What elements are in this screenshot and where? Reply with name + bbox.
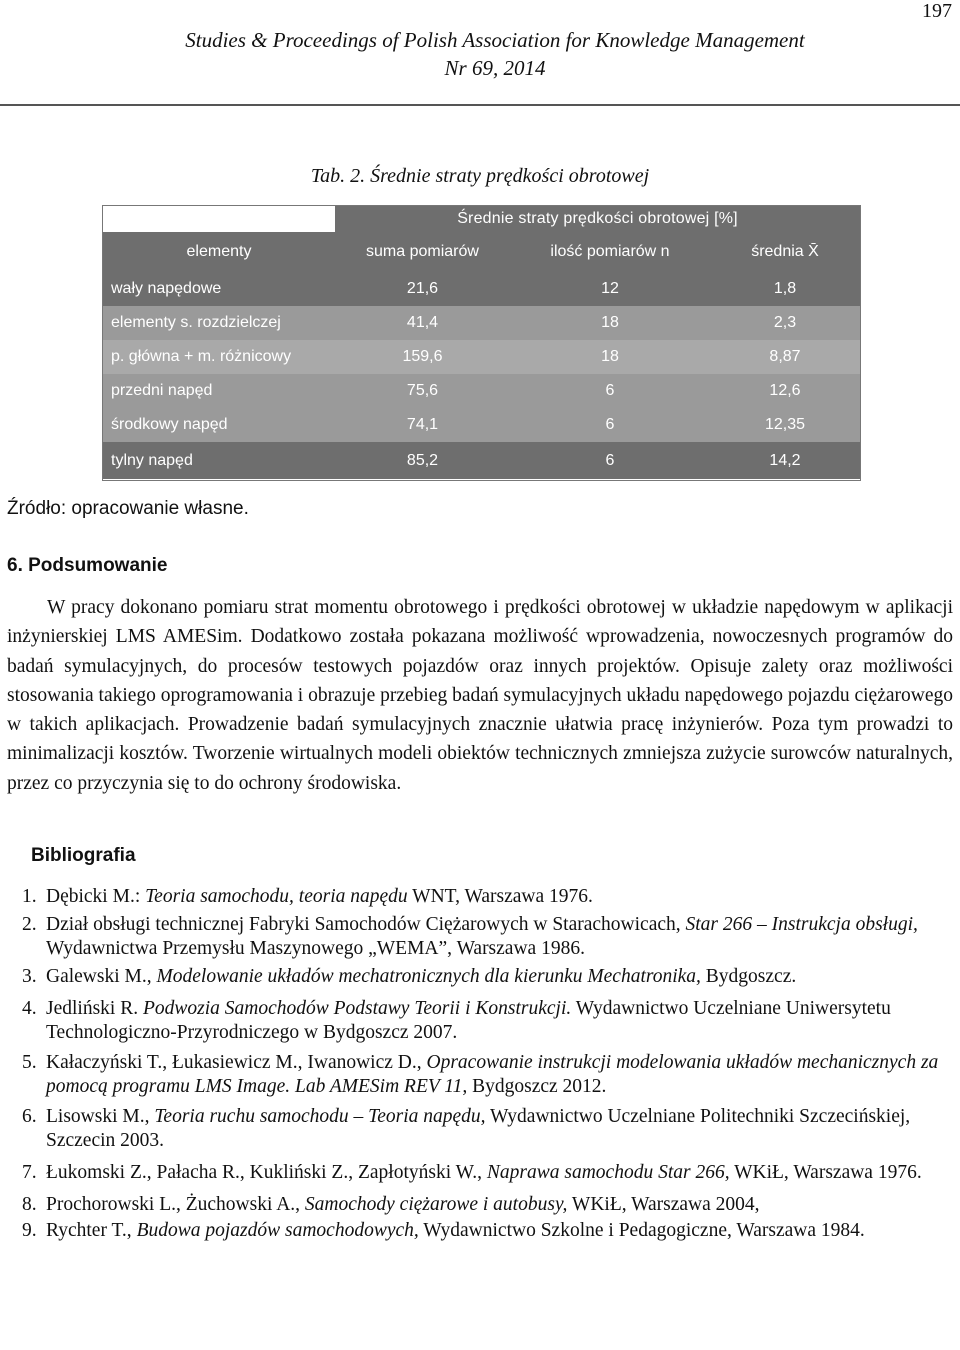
table-cell: przedni napęd — [111, 382, 213, 399]
bib-title: Podwozia Samochodów Podstawy Teorii i Konstrukcji. — [142, 998, 572, 1019]
bib-title: Naprawa samochodu Star 266, — [486, 1162, 730, 1183]
table-cell: 1,8 — [773, 280, 797, 297]
table-cell: tylny napęd — [111, 451, 193, 469]
journal-issue: Nr 69, 2014 — [444, 56, 546, 80]
table-row — [103, 272, 860, 306]
journal-header — [0, 26, 960, 82]
table-row — [103, 306, 860, 340]
bib-number: 9. — [22, 1220, 37, 1241]
table-cell: 14,2 — [769, 451, 801, 469]
table-cell: 74,1 — [406, 416, 439, 433]
bibliography-list — [0, 885, 940, 1243]
table-cell: elementy s. rozdzielczej — [111, 314, 281, 331]
table-cell: 85,2 — [406, 451, 439, 469]
bib-publisher: WKiŁ, Warszawa 2004, — [567, 1194, 760, 1215]
bibliography-item — [0, 1051, 940, 1099]
bib-number: 4. — [22, 998, 37, 1019]
bibliography-item — [0, 1105, 940, 1153]
bib-authors: Galewski M., — [46, 966, 157, 987]
bibliography-item — [0, 1219, 940, 1243]
column-header: suma pomiarów — [366, 243, 479, 260]
table-source-note: Źródło: opracowanie własne. — [7, 498, 249, 519]
page-number: 197 — [922, 0, 952, 22]
bib-number: 1. — [22, 886, 37, 907]
section-heading: 6. Podsumowanie — [7, 555, 168, 576]
bibliography-item — [0, 913, 940, 961]
bib-publisher: WKiŁ, Warszawa 1976. — [729, 1162, 922, 1183]
bib-title: Samochody ciężarowe i autobusy, — [304, 1194, 568, 1215]
losses-table — [102, 205, 861, 481]
table-cell: 2,3 — [773, 314, 797, 331]
bibliography-heading: Bibliografia — [31, 845, 136, 866]
table-cell: 6 — [605, 451, 615, 469]
table-row — [103, 408, 860, 442]
table-cell: p. główna + m. różnicowy — [111, 348, 292, 365]
table-cell: 6 — [605, 416, 615, 433]
table-cell: 12 — [601, 280, 619, 297]
journal-name: Studies & Proceedings of Polish Association for Knowledge Management — [185, 28, 805, 52]
table-row — [103, 374, 860, 408]
bib-title: Teoria ruchu samochodu – Teoria napędu, — [154, 1106, 486, 1127]
bib-publisher: Wydawnictwa Przemysłu Maszynowego „WEMA”, Warszawa 1986. — [46, 938, 585, 959]
table-title: Średnie straty prędkości obrotowej [%] — [335, 206, 860, 232]
bib-authors: Lisowski M., — [46, 1106, 155, 1127]
table-caption: Tab. 2. Średnie straty prędkości obrotowej — [310, 165, 650, 187]
bib-title: Budowa pojazdów samochodowych, — [136, 1220, 419, 1241]
bib-number: 8. — [22, 1194, 37, 1215]
bib-publisher: Bydgoszcz 2012. — [467, 1076, 607, 1097]
bib-title: Star 266 – Instrukcja obsługi, — [685, 914, 918, 935]
bibliography-item — [0, 1161, 940, 1185]
table-cell: 159,6 — [402, 348, 443, 365]
bib-authors: Prochorowski L., Żuchowski A., — [46, 1194, 305, 1215]
bib-title: Teoria samochodu, teoria napędu — [145, 886, 408, 907]
bib-title: Modelowanie układów mechatronicznych dla kierunku Mechatronika, — [156, 966, 701, 987]
header-divider — [0, 104, 960, 106]
bibliography-item — [0, 965, 940, 989]
table-cell: 75,6 — [406, 382, 439, 399]
bib-authors: Łukomski Z., Pałacha R., Kukliński Z., Zapłotyński W., — [46, 1162, 487, 1183]
bib-authors: Kałaczyński T., Łukasiewicz M., Iwanowicz D., — [46, 1052, 427, 1073]
bib-number: 2. — [22, 914, 37, 935]
bibliography-item — [0, 1193, 940, 1217]
table-cell: 6 — [605, 382, 615, 399]
table-cell: 12,6 — [769, 382, 801, 399]
table-cell: 41,4 — [406, 314, 439, 331]
bib-number: 6. — [22, 1106, 37, 1127]
bib-number: 7. — [22, 1162, 37, 1183]
bib-number: 5. — [22, 1052, 37, 1073]
table-cell: 21,6 — [406, 280, 439, 297]
bib-publisher: Bydgoszcz. — [700, 966, 797, 987]
table-cell: 18 — [601, 348, 619, 365]
bib-publisher: WNT, Warszawa 1976. — [407, 886, 593, 907]
table-cell: 12,35 — [764, 416, 806, 433]
column-header: elementy — [186, 243, 252, 260]
bib-publisher: Wydawnictwo Uczelniane Politechniki Szczecińskiej, Szczecin 2003. — [46, 1106, 911, 1151]
column-header: ilość pomiarów n — [550, 243, 670, 260]
bib-authors: Dębicki M.: — [46, 886, 146, 907]
bib-number: 3. — [22, 966, 37, 987]
table-row — [103, 340, 860, 374]
bib-authors: Rychter T., — [46, 1220, 137, 1241]
table-row — [103, 442, 860, 479]
bib-authors: Jedliński R. — [46, 998, 143, 1019]
table-cell: 8,87 — [769, 348, 801, 365]
column-header: średnia X̄ — [751, 243, 819, 260]
table-cell: wały napędowe — [111, 280, 222, 297]
bib-publisher: Wydawnictwo Uczelniane Uniwersytetu Technologiczno-Przyrodniczego w Bydgoszcz 2007. — [46, 998, 891, 1043]
bib-title: Opracowanie instrukcji modelowania układów mechanicznych za pomocą programu LMS Image. Lab AMESim REV 11, — [46, 1052, 939, 1097]
bib-publisher: Wydawnictwo Szkolne i Pedagogiczne, Warszawa 1984. — [418, 1220, 865, 1241]
summary-paragraph: W pracy dokonano pomiaru strat momentu obrotowego i prędkości obrotowej w układzie napędowym w aplikacji inżynierskiej LMS AMESim. Dodatkowo została pokazana możliwość wprowadzenia, nowoczesnych programów do badań symulacyjnych, do procesów testowych pojazdów oraz innych projektów. Opisuje zalety oraz możliwości stosowania takiego oprogramowania i obrazuje przebieg badań symulacyjnych układu napędowego pojazdu ciężarowego w takich aplikacjach. Prowadzenie badań symulacyjnych znacznie ułatwia pracę inżynierów. Poza tym prowadzi to minimalizacji kosztów. Tworzenie wirtualnych modeli obiektów technicznych zmniejsza zużycie surowców naturalnych, przez co przyczynia się to do ochrony środowiska. — [7, 597, 953, 794]
bib-authors: Dział obsługi technicznej Fabryki Samochodów Ciężarowych w Starachowicach, — [46, 914, 686, 935]
table-cell: 18 — [601, 314, 619, 331]
table-cell: środkowy napęd — [111, 416, 228, 433]
bibliography-item — [0, 997, 940, 1045]
bibliography-item — [0, 885, 940, 909]
table-header-row — [103, 232, 860, 272]
